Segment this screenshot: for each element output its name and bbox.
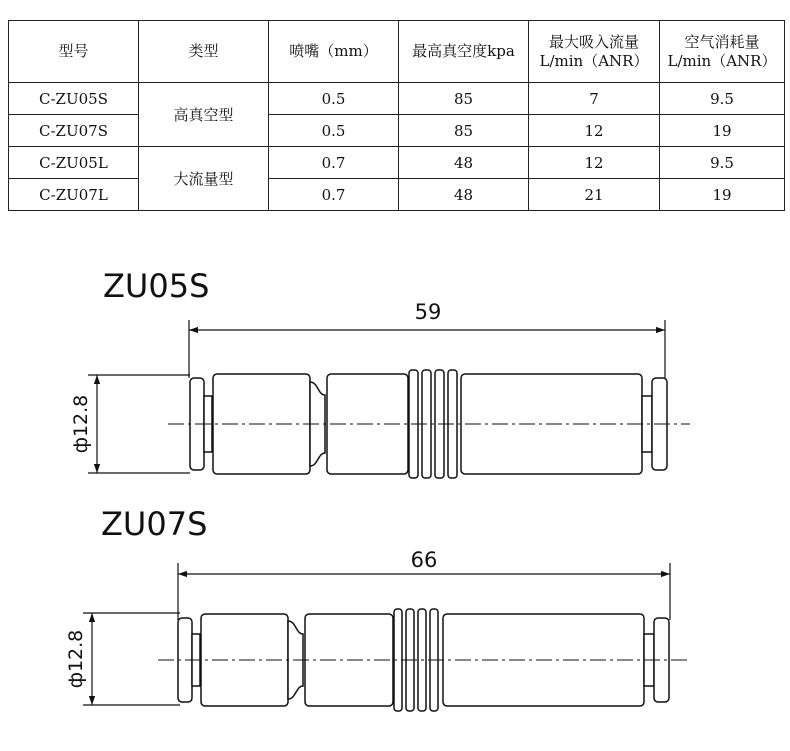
drawing-zu07s [65,505,690,711]
cell-suction: 21 [529,179,660,211]
diameter-dimension [83,613,180,705]
cell-nozzle: 0.7 [269,179,399,211]
cell-vacuum: 85 [399,115,529,147]
header-max-vacuum: 最高真空度kpa [399,21,529,83]
diameter-label: ф12.8 [65,629,87,689]
drawing-title: ZU07S [101,505,208,543]
header-max-suction: 最大吸入流量 L/min（ANR） [529,21,660,83]
header-nozzle: 喷嘴（mm） [269,21,399,83]
cell-model: C-ZU05L [9,147,139,179]
cell-suction: 12 [529,115,660,147]
cell-type: 大流量型 [139,147,269,211]
length-label: 66 [410,548,438,572]
cell-type: 高真空型 [139,83,269,147]
cell-nozzle: 0.7 [269,147,399,179]
cell-consumption: 19 [660,115,785,147]
cell-consumption: 9.5 [660,83,785,115]
cell-suction: 12 [529,147,660,179]
header-type: 类型 [139,21,269,83]
cell-model: C-ZU07S [9,115,139,147]
cell-model: C-ZU05S [9,83,139,115]
cell-nozzle: 0.5 [269,115,399,147]
cell-model: C-ZU07L [9,179,139,211]
cell-nozzle: 0.5 [269,83,399,115]
drawing-zu05s [70,267,690,478]
cell-vacuum: 48 [399,179,529,211]
cell-vacuum: 85 [399,83,529,115]
header-air-consumption: 空气消耗量 L/min（ANR） [660,21,785,83]
length-label: 59 [414,300,442,324]
cell-suction: 7 [529,83,660,115]
header-model: 型号 [9,21,139,83]
cell-vacuum: 48 [399,147,529,179]
cell-consumption: 19 [660,179,785,211]
drawing-title: ZU05S [103,267,210,305]
cell-consumption: 9.5 [660,147,785,179]
diameter-label: ф12.8 [70,394,92,454]
